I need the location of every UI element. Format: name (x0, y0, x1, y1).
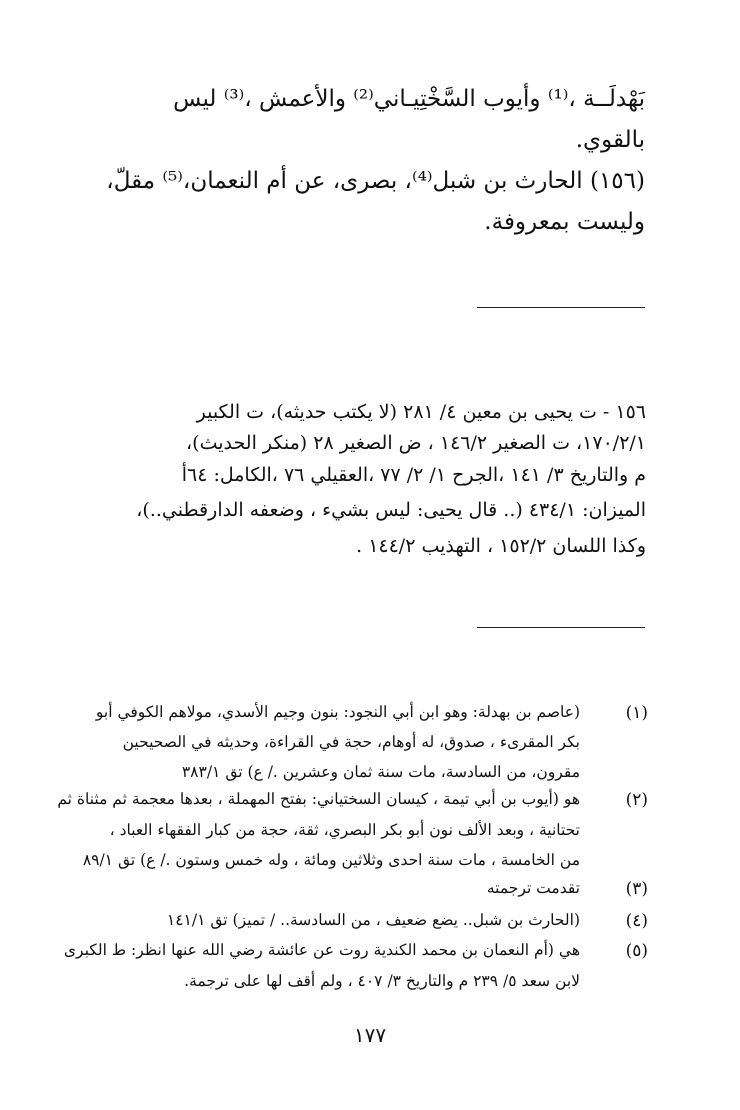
footnote-line: هي (أم النعمان بن محمد الكندية روت عن عائشة رضي الله عنها انظر: ط الكبرى (63, 941, 580, 959)
sources-line: ١٧٠/٢/١، ت الصغير ١٤٦/٢ ، ض الصغير ٢٨ (منكر الحديث)، (186, 432, 646, 454)
footnote-line: (الحارث بن شبل.. يضع ضعيف ، من السادسة.. / تميز) تق ١٤١/١ (166, 911, 580, 929)
sources-line: م والتاريخ ٣/ ١٤١ ،الجرح ١/ ٢/ ٧٧ ،العقيلي ٧٦ ،الكامل: ٦٤أ (181, 464, 646, 486)
sources-line: وكذا اللسان ١٥٢/٢ ، التهذيب ١٤٤/٢ . (356, 535, 646, 557)
footnote-line: مقرون، من السادسة، مات سنة ثمان وعشرين ./ ع) تق ٣٨٣/١ (181, 763, 580, 781)
footnote-number: (٣) (625, 879, 648, 899)
footnote-number: (٢) (625, 790, 648, 810)
footnote-number: (١) (625, 703, 648, 723)
sources-line: الميزان: ٤٣٤/١ (.. قال يحيى: ليس بشيء ، وضعفه الدارقطني..)، (136, 499, 646, 521)
main-text-line: بالقوي. (575, 127, 645, 153)
main-text-line: بَهْدلَــة ،⁽¹⁾ وأيوب السَّخْتِيـاني⁽²⁾ والأعمش ،⁽³⁾ ليس (173, 86, 645, 112)
main-text-line: وليست بمعروفة. (484, 209, 645, 235)
sources-line: ١٥٦ - ت يحيى بن معين ٤/ ٢٨١ (لا يكتب حديثه)، ت الكبير (196, 401, 646, 423)
section-divider (477, 627, 645, 628)
footnote-line: لابن سعد ٥/ ٢٣٩ م والتاريخ ٣/ ٤٠٧ ، ولم أقف لها على ترجمة. (184, 972, 580, 990)
footnote-number: (٤) (625, 911, 648, 931)
footnote-number: (٥) (625, 941, 648, 961)
footnote-line: بكر المقرىء ، صدوق، له أوهام، حجة في القراءة، وحديثه في الصحيحين (122, 733, 580, 751)
footnote-line: هو (أيوب بن أبي تيمة ، كيسان السختياني: بفتح المهملة ، بعدها معجمة ثم مثناة ثم (57, 790, 580, 808)
footnote-line: (عاصم بن بهدلة: وهو ابن أبي النجود: بنون وجيم الأسدي، مولاهم الكوفي أبو (95, 703, 580, 721)
main-text-line: (١٥٦) الحارث بن شبل⁽⁴⁾، بصرى، عن أم النعمان،⁽⁵⁾ مقلّ، (106, 168, 645, 194)
footnote-line: من الخامسة ، مات سنة احدى وثلاثين ومائة ، وله خمس وستون ./ ع) تق ٨٩/١ (82, 851, 580, 869)
section-divider (477, 307, 645, 308)
footnote-line: تحتانية ، وبعد الألف نون أبو بكر البصري، ثقة، حجة من كبار الفقهاء العباد ، (109, 821, 580, 839)
footnote-line: تقدمت ترجمته (486, 879, 580, 897)
page-number: ١٧٧ (353, 1023, 387, 1047)
